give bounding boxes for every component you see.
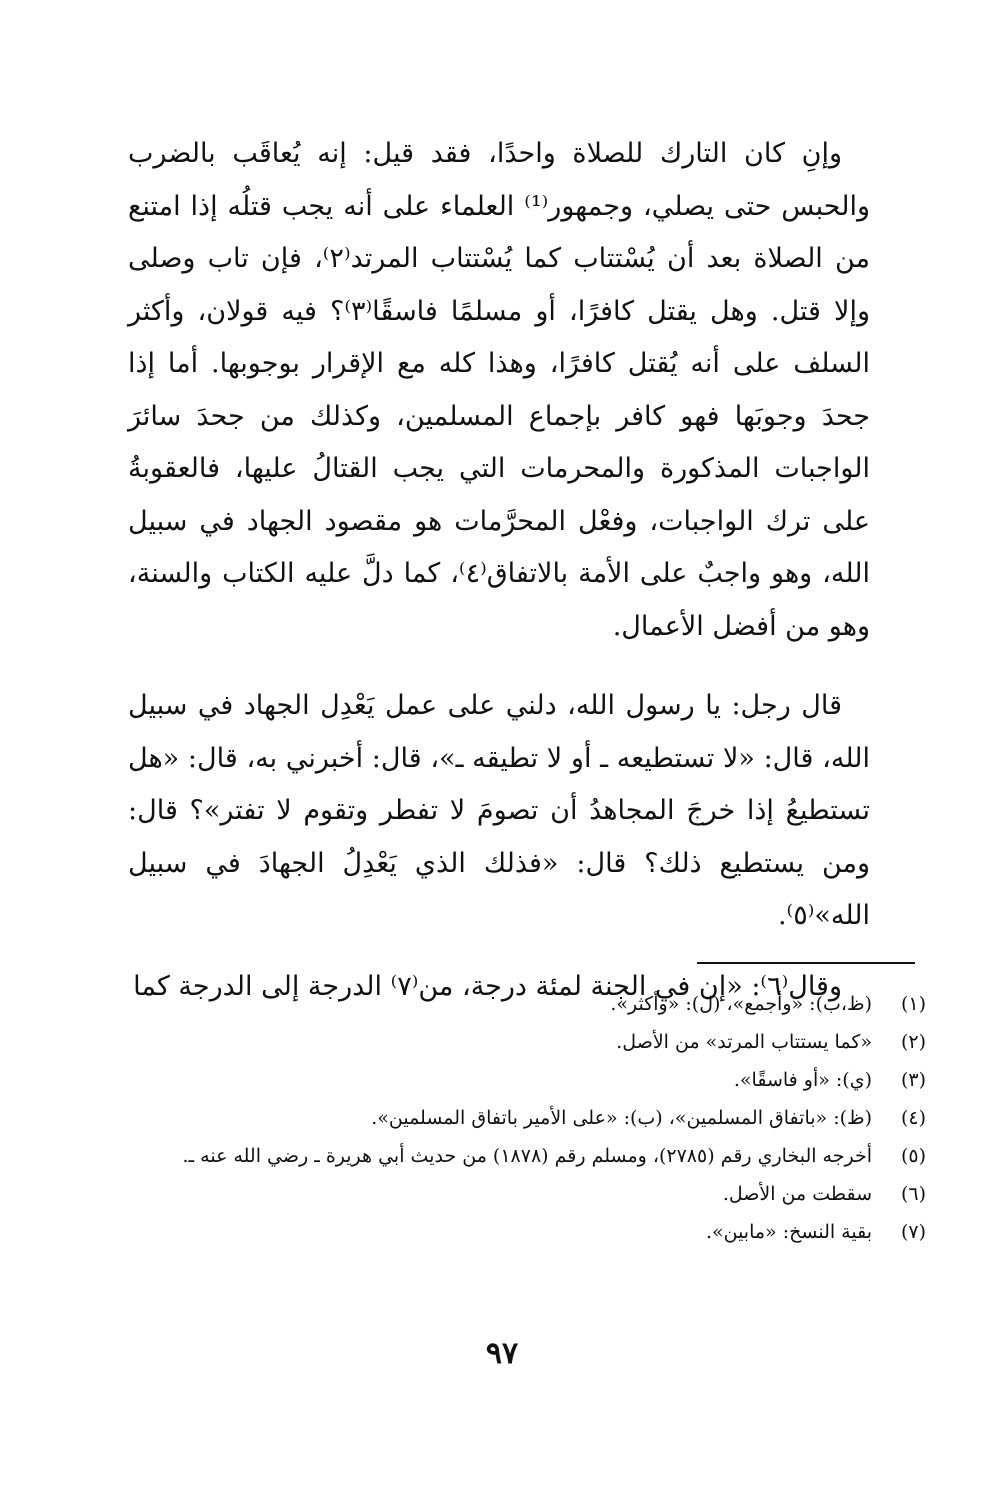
page-number: ٩٧ xyxy=(485,1336,519,1371)
footnote-text: (ظ،ب): «وأجمع»، (ل): «وأكثر». xyxy=(610,993,872,1015)
paragraph-2: قال رجل: يا رسول الله، دلني على عمل يَعْدِل الجهاد في سبيل الله، قال: «لا تستطيعه ـ أو لا تطيقه ـ»، قال: أخبرني به، قال: «هل تستطيعُ إذا خرجَ المجاهدُ أن تصومَ لا تفطر وتقوم لا تفتر»؟ قال: ومن يستطيع ذلك؟ قال: «فذلك الذي يَعْدِلُ الجهادَ في سبيل الله»⁽٥⁾. xyxy=(128,690,870,931)
footnote-item xyxy=(128,1099,926,1137)
footnote-text: «كما يستتاب المرتد» من الأصل. xyxy=(616,1031,872,1053)
footnote-text: أخرجه البخاري رقم (٢٧٨٥)، ومسلم رقم (١٨٧٨) من حديث أبي هريرة ـ رضي الله عنه ـ. xyxy=(182,1145,872,1167)
footnote-item xyxy=(128,1175,926,1213)
footnote-item xyxy=(128,1023,926,1061)
footnote-text: (ظ): «باتفاق المسلمين»، (ب): «على الأمير باتفاق المسلمين». xyxy=(371,1107,872,1129)
paragraph-1: وإنِ كان التارك للصلاة واحدًا، فقد قيل: إنه يُعاقَب بالضرب والحبس حتى يصلي، وجمهور⁽¹⁾ العلماء على أنه يجب قتلُه إذا امتنع من الصلاة بعد أن يُسْتتاب كما يُسْتتاب المرتد⁽٢⁾، فإن تاب وصلى وإلا قتل. وهل يقتل كافرًا، أو مسلمًا فاسقًا⁽٣⁾؟ فيه قولان، وأكثر السلف على أنه يُقتل كافرًا، وهذا كله مع الإقرار بوجوبها. أما إذا جحدَ وجوبَها فهو كافر بإجماع المسلمين، وكذلك من جحدَ سائرَ الواجبات المذكورة والمحرمات التي يجب القتالُ عليها، فالعقوبةُ على ترك الواجبات، وفعْل المحرَّمات هو مقصود الجهاد في سبيل الله، وهو واجبٌ على الأمة بالاتفاق⁽٤⁾، كما دلَّ عليه الكتاب والسنة، وهو من أفضل الأعمال. xyxy=(128,138,870,642)
footnote-number: (٦) xyxy=(900,1183,926,1205)
footnote-item xyxy=(128,1137,926,1175)
footnote-number: (٢) xyxy=(900,1031,926,1053)
footnote-item xyxy=(128,1213,926,1251)
footnote-text: سقطت من الأصل. xyxy=(722,1183,872,1205)
footnote-item xyxy=(128,1061,926,1099)
footnote-text: (ي): «أو فاسقًا». xyxy=(733,1069,872,1091)
footnote-separator xyxy=(697,962,915,964)
main-text xyxy=(128,128,870,1013)
footnote-number: (٥) xyxy=(900,1145,926,1167)
paragraph-3: وقال⁽٦⁾: «إن في الجنة لمئة درجة، من⁽٧⁾ الدرجة إلى الدرجة كما xyxy=(133,970,842,1002)
footnote-number: (٤) xyxy=(900,1107,926,1129)
footnote-item xyxy=(128,985,926,1023)
footnotes xyxy=(128,985,926,1251)
footnote-number: (١) xyxy=(900,993,926,1015)
footnote-text: بقية النسخ: «مابين». xyxy=(705,1221,872,1243)
footnote-number: (٧) xyxy=(900,1221,926,1243)
footnote-number: (٣) xyxy=(900,1069,926,1091)
